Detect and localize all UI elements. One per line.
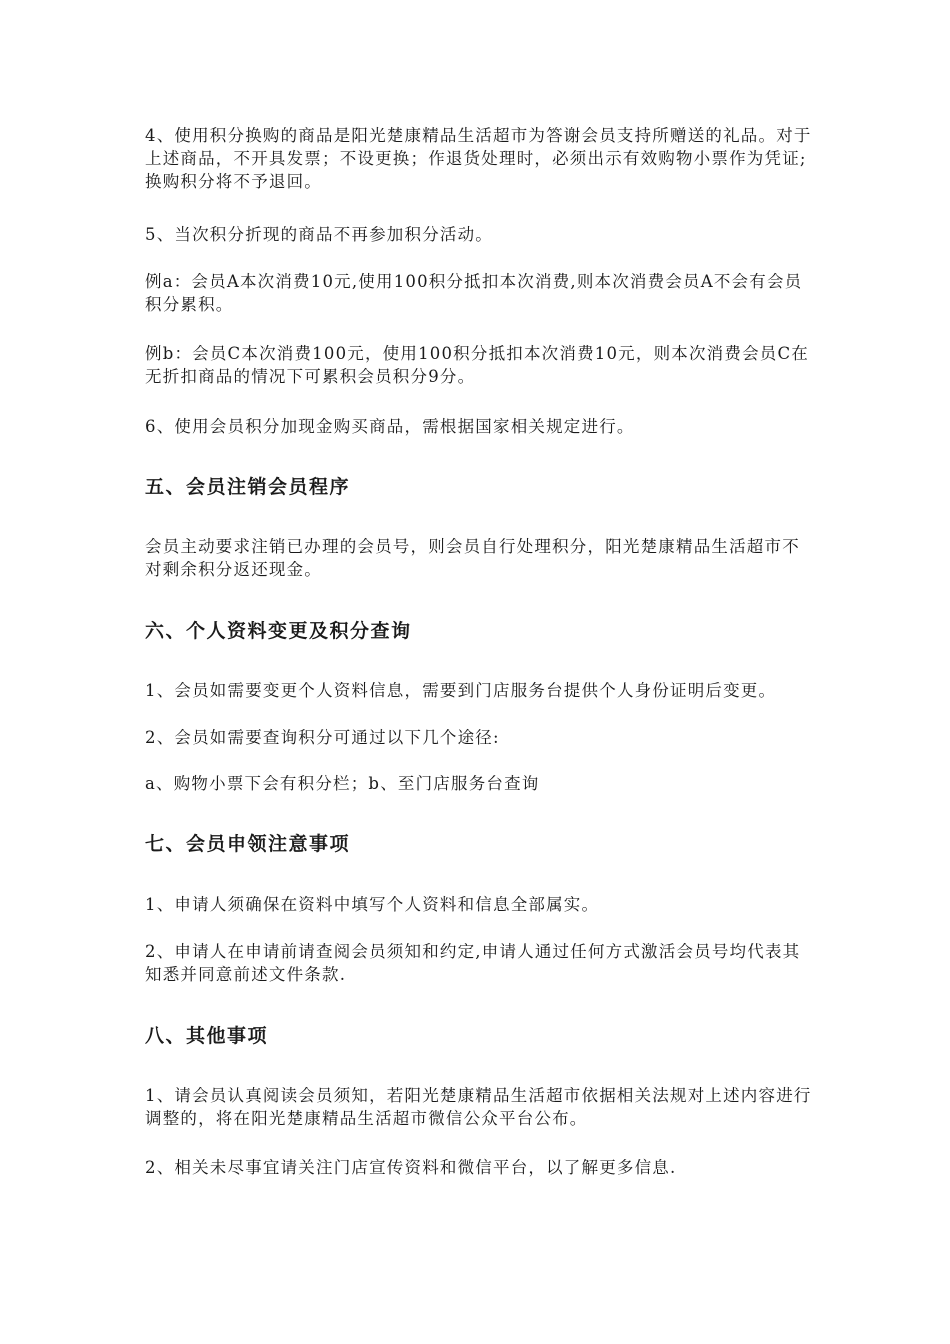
paragraph-example-b: 例b：会员C本次消费100元，使用100积分抵扣本次消费10元，则本次消费会员C在无折扣商品的情况下可累积会员积分9分。 <box>145 344 809 386</box>
paragraph-policy-adjustment: 1、请会员认真阅读会员须知，若阳光楚康精品生活超市依据相关法规对上述内容进行调整的，将在阳光楚康精品生活超市微信公众平台公布。 <box>145 1086 812 1128</box>
section-heading-application-notes: 七、会员申领注意事项 <box>145 833 351 855</box>
paragraph-truthful-info: 1、申请人须确保在资料中填写个人资料和信息全部属实。 <box>145 895 600 914</box>
paragraph-agreement: 2、申请人在申请前请查阅会员须知和约定,申请人通过任何方式激活会员号均代表其知悉并同意前述文件条款. <box>145 942 801 984</box>
paragraph-cancellation: 会员主动要求注销已办理的会员号，则会员自行处理积分，阳光楚康精品生活超市不对剩余积分返还现金。 <box>145 537 800 579</box>
paragraph-query-methods: a、购物小票下会有积分栏；b、至门店服务台查询 <box>145 774 540 793</box>
paragraph-example-a: 例a：会员A本次消费10元,使用100积分抵扣本次消费,则本次消费会员A不会有会员积分累积。 <box>145 272 803 314</box>
paragraph-points-query: 2、会员如需要查询积分可通过以下几个途径: <box>145 728 500 747</box>
paragraph-points-plus-cash: 6、使用会员积分加现金购买商品，需根据国家相关规定进行。 <box>145 417 635 436</box>
paragraph-no-double-points: 5、当次积分折现的商品不再参加积分活动。 <box>145 225 493 244</box>
section-heading-profile-change: 六、个人资料变更及积分查询 <box>145 620 412 642</box>
paragraph-more-info: 2、相关未尽事宜请关注门店宣传资料和微信平台，以了解更多信息. <box>145 1158 677 1177</box>
section-heading-cancellation: 五、会员注销会员程序 <box>145 476 351 498</box>
section-heading-other-matters: 八、其他事项 <box>145 1025 269 1047</box>
paragraph-profile-change: 1、会员如需要变更个人资料信息，需要到门店服务台提供个人身份证明后变更。 <box>145 681 777 700</box>
paragraph-points-redemption-goods: 4、使用积分换购的商品是阳光楚康精品生活超市为答谢会员支持所赠送的礼品。对于上述商品，不开具发票；不设更换；作退货处理时，必须出示有效购物小票作为凭证;换购积分将不予退回。 <box>145 126 812 191</box>
